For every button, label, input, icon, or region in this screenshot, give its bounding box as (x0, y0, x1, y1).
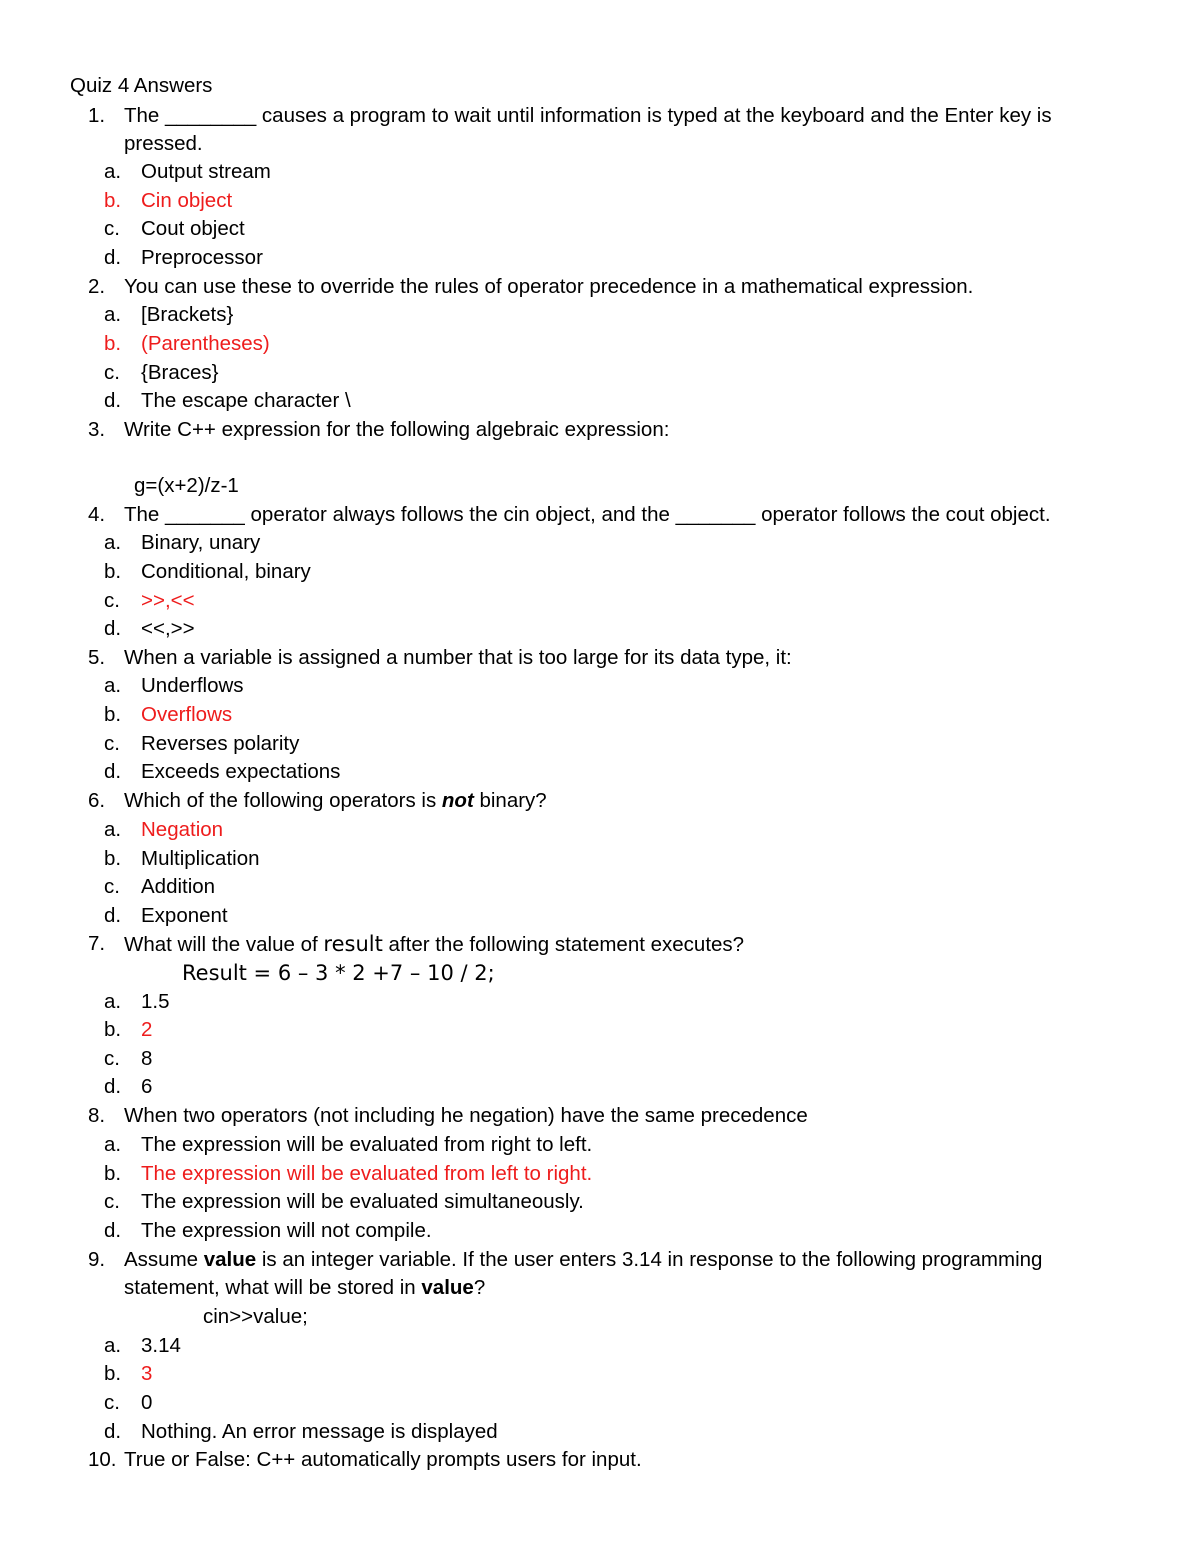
option-text: Exponent (141, 904, 228, 927)
option-text: Addition (141, 875, 216, 898)
question-text: pressed. (124, 132, 203, 155)
algebraic-expression: g=(x+2)/z-1 (134, 474, 239, 497)
question-number: 2. (88, 275, 106, 298)
option-text: Reverses polarity (141, 732, 300, 755)
option-label: c. (104, 1047, 120, 1070)
option-text: Overflows (141, 703, 233, 726)
option-text: 0 (141, 1391, 153, 1414)
option-text: [Brackets} (141, 303, 234, 326)
code-statement: Result = 6 – 3 * 2 +7 – 10 / 2; (182, 961, 495, 985)
option-text: The expression will be evaluated simultaneously. (141, 1190, 584, 1213)
question-text-part: binary? (473, 789, 547, 812)
question-text-part: after the following statement executes? (382, 933, 745, 956)
page-title: Quiz 4 Answers (70, 74, 213, 97)
option-label: b. (104, 847, 122, 870)
question-text-part: ? (473, 1276, 486, 1299)
option-label: a. (104, 531, 122, 554)
option-label: a. (104, 1334, 122, 1357)
option-label: a. (104, 674, 122, 697)
question-text (124, 930, 744, 959)
question-text-part: statement, what will be stored in (124, 1276, 422, 1299)
option-label: c. (104, 217, 120, 240)
code-word: result (323, 932, 383, 956)
option-text: Negation (141, 818, 224, 841)
option-label: b. (104, 703, 122, 726)
option-text: Cin object (141, 189, 233, 212)
question-number: 9. (88, 1248, 106, 1271)
question-text (124, 1274, 485, 1302)
option-label: a. (104, 1133, 122, 1156)
option-text: {Braces} (141, 361, 219, 384)
option-label: b. (104, 1162, 122, 1185)
option-label: b. (104, 1362, 122, 1385)
option-label: c. (104, 732, 120, 755)
emphasized-word: not (441, 789, 474, 812)
option-label: b. (104, 1018, 122, 1041)
option-text: The escape character \ (141, 389, 351, 412)
code-statement: cin>>value; (203, 1305, 308, 1328)
question-text-part: is an integer variable. If the user enters 3.14 in response to the following programming (256, 1248, 1043, 1271)
question-text-part: Assume (124, 1248, 204, 1271)
option-label: b. (104, 189, 122, 212)
option-label: d. (104, 1420, 122, 1443)
question-number: 8. (88, 1104, 106, 1127)
option-text: The expression will be evaluated from left to right. (141, 1162, 593, 1185)
option-text: Cout object (141, 217, 245, 240)
option-text: Nothing. An error message is displayed (141, 1420, 498, 1443)
option-text: Output stream (141, 160, 271, 183)
option-label: b. (104, 560, 122, 583)
option-text: Conditional, binary (141, 560, 311, 583)
option-text: 2 (141, 1018, 153, 1041)
question-text: You can use these to override the rules of operator precedence in a mathematical expression. (124, 275, 974, 298)
option-text: (Parentheses) (141, 332, 270, 355)
option-label: d. (104, 1219, 122, 1242)
question-number: 1. (88, 104, 106, 127)
option-text: Preprocessor (141, 246, 263, 269)
option-label: c. (104, 361, 120, 384)
option-text: 6 (141, 1075, 153, 1098)
question-text: When two operators (not including he negation) have the same precedence (124, 1104, 808, 1127)
option-label: d. (104, 246, 122, 269)
option-label: b. (104, 332, 122, 355)
option-text: <<,>> (141, 617, 195, 640)
option-text: 3.14 (141, 1334, 181, 1357)
option-text: Multiplication (141, 847, 260, 870)
option-text: Exceeds expectations (141, 760, 341, 783)
bold-variable: value (203, 1248, 257, 1271)
option-text: Binary, unary (141, 531, 261, 554)
question-text: When a variable is assigned a number that is too large for its data type, it: (124, 646, 792, 669)
option-label: c. (104, 875, 120, 898)
option-label: d. (104, 1075, 122, 1098)
option-text: The expression will be evaluated from right to left. (141, 1133, 593, 1156)
option-label: a. (104, 818, 122, 841)
option-label: c. (104, 1391, 120, 1414)
question-text: True or False: C++ automatically prompts users for input. (124, 1448, 642, 1471)
option-text: Underflows (141, 674, 244, 697)
option-label: d. (104, 389, 122, 412)
option-text: >>,<< (141, 589, 195, 612)
question-text (124, 1246, 1042, 1274)
question-number: 6. (88, 789, 106, 812)
option-label: a. (104, 160, 122, 183)
question-text-part: What will the value of (124, 933, 324, 956)
question-text: The ________ causes a program to wait until information is typed at the keyboard and the Enter key is (124, 104, 1052, 127)
question-text: Write C++ expression for the following algebraic expression: (124, 418, 670, 441)
question-number: 7. (88, 932, 106, 955)
option-text: 3 (141, 1362, 153, 1385)
option-text: 1.5 (141, 990, 170, 1013)
question-number: 10. (88, 1448, 117, 1471)
question-text (124, 787, 547, 815)
question-number: 3. (88, 418, 106, 441)
option-label: d. (104, 904, 122, 927)
option-label: c. (104, 589, 120, 612)
option-text: The expression will not compile. (141, 1219, 432, 1242)
option-label: d. (104, 760, 122, 783)
option-label: a. (104, 303, 122, 326)
option-label: c. (104, 1190, 120, 1213)
question-number: 5. (88, 646, 106, 669)
option-text: 8 (141, 1047, 153, 1070)
question-number: 4. (88, 503, 106, 526)
option-label: d. (104, 617, 122, 640)
bold-variable: value (421, 1276, 474, 1299)
question-text: The _______ operator always follows the cin object, and the _______ operator follows the cout object. (124, 503, 1051, 526)
question-text-part: Which of the following operators is (124, 789, 442, 812)
option-label: a. (104, 990, 122, 1013)
